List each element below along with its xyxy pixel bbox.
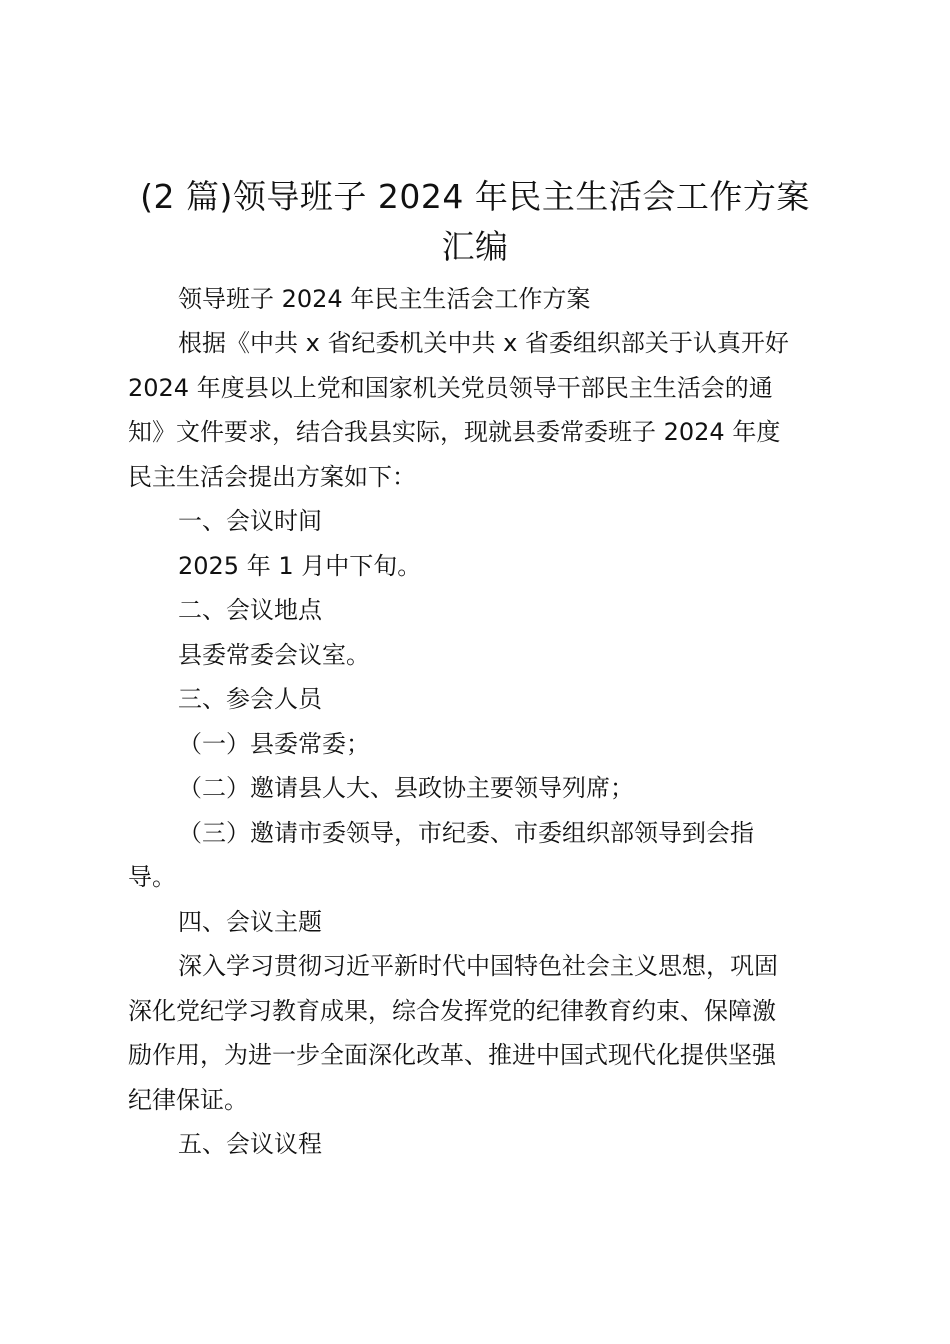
section-body-time: 2025 年 1 月中下旬。	[178, 552, 422, 580]
document-title-continued: 汇编	[441, 227, 509, 266]
attendee-item-continued: 导。	[128, 863, 176, 891]
section-heading-location: 二、会议地点	[178, 596, 322, 624]
section-heading-theme: 四、会议主题	[178, 908, 322, 936]
section-heading-agenda: 五、会议议程	[178, 1130, 322, 1158]
intro-line: 知》文件要求，结合我县实际，现就县委常委班子 2024 年度	[128, 418, 781, 446]
theme-line: 深入学习贯彻习近平新时代中国特色社会主义思想，巩固	[178, 952, 778, 980]
document-subtitle: 领导班子 2024 年民主生活会工作方案	[178, 285, 591, 313]
attendee-item: （一）县委常委；	[178, 730, 370, 758]
attendee-item: （二）邀请县人大、县政协主要领导列席；	[178, 774, 634, 802]
section-heading-time: 一、会议时间	[178, 507, 322, 535]
theme-line: 纪律保证。	[128, 1086, 248, 1114]
intro-line: 2024 年度县以上党和国家机关党员领导干部民主生活会的通	[128, 374, 773, 402]
theme-line: 深化党纪学习教育成果，综合发挥党的纪律教育约束、保障激	[128, 997, 776, 1025]
attendee-item: （三）邀请市委领导，市纪委、市委组织部领导到会指	[178, 819, 754, 847]
intro-line: 民主生活会提出方案如下：	[128, 463, 416, 491]
document-title: (2 篇)领导班子 2024 年民主生活会工作方案	[140, 177, 810, 216]
intro-line: 根据《中共 x 省纪委机关中共 x 省委组织部关于认真开好	[178, 329, 789, 357]
theme-line: 励作用，为进一步全面深化改革、推进中国式现代化提供坚强	[128, 1041, 776, 1069]
section-body-location: 县委常委会议室。	[178, 641, 370, 669]
section-heading-attendees: 三、参会人员	[178, 685, 322, 713]
